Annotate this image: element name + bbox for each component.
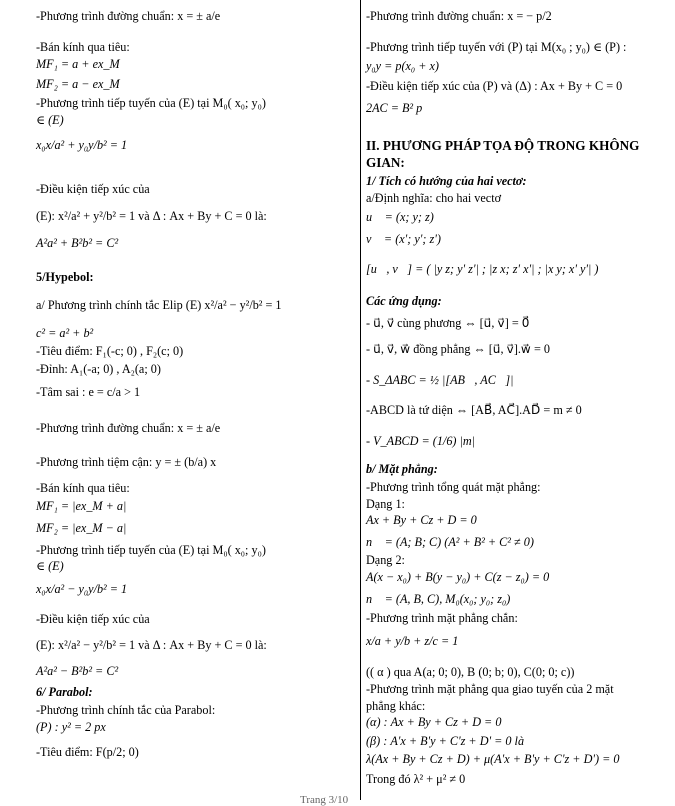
text-line: -Phương trình tiếp tuyến của (E) tại M₀( x₀; y₀): [36, 96, 266, 110]
formula: n⃗ = (A; B; C) (A² + B² + C² ≠ 0): [366, 535, 534, 549]
text-line: -Phương trình mặt phẳng qua giao tuyến của 2 mặt: [366, 682, 614, 696]
text-line: -Phương trình đường chuẩn: x = − p/2: [366, 9, 552, 23]
formula: (E): x²/a² + y²/b² = 1 và Δ : Ax + By + C = 0 là:: [36, 209, 267, 223]
formula: [u⃗, v⃗] = ( |y z; y' z'| ; |z x; z' x'| ; |x y; x' y'| ): [366, 262, 599, 276]
section-heading: II. PHƯƠNG PHÁP TỌA ĐỘ TRONG KHÔNG: [366, 138, 640, 153]
text-line: Dạng 1:: [366, 497, 405, 511]
subsection-heading: 1/ Tích có hướng của hai vectơ:: [366, 174, 527, 188]
formula: y₀y = p(x₀ + x): [366, 59, 439, 73]
section-heading: 6/ Parabol:: [36, 685, 93, 699]
formula: A²a² + B²b² = C²: [36, 236, 119, 250]
formula: n⃗ = (A, B, C), M₀(x₀; y₀; z₀): [366, 592, 511, 606]
column-divider: [360, 0, 361, 800]
formula: v⃗ = (x'; y'; z'): [366, 232, 441, 246]
formula: A(x − x₀) + B(y − y₀) + C(z − z₀) = 0: [366, 570, 550, 584]
text-line: -Tiêu điểm: F(p/2; 0): [36, 745, 139, 759]
text-line: -Đỉnh: A₁(-a; 0) , A₂(a; 0): [36, 362, 161, 376]
text-line: (( α ) qua A(a; 0; 0), B (0; b; 0), C(0; 0; c)): [366, 665, 575, 679]
formula: Ax + By + Cz + D = 0: [366, 513, 477, 527]
text-line: -Phương trình tiếp tuyến với (P) tại M(x₀ ; y₀) ∈ (P) :: [366, 40, 627, 54]
formula: (β) : A'x + B'y + C'z + D' = 0 là: [366, 734, 525, 748]
text-line: -Tâm sai : e = c/a > 1: [36, 385, 141, 399]
section-heading: 5/Hypebol:: [36, 270, 94, 284]
text-line: -Phương trình đường chuẩn: x = ± a/e: [36, 421, 221, 435]
text-line: -Tiêu điểm: F₁(-c; 0) , F₂(c; 0): [36, 344, 184, 358]
formula: x₀x/a² − y₀y/b² = 1: [36, 582, 128, 596]
text-line: -Phương trình đường chuẩn: x = ± a/e: [36, 9, 221, 23]
subsection-heading: b/ Mặt phẳng:: [366, 462, 438, 476]
formula: - V_ABCD = (1/6) |m|: [366, 434, 476, 448]
text-line: -Điều kiện tiếp xúc của: [36, 182, 150, 196]
text-line: a/ Phương trình chính tắc Elip (E) x²/a² − y²/b² = 1: [36, 298, 282, 312]
formula: - S_ΔABC = ½ |[AB⃗, AC⃗]|: [366, 373, 514, 387]
text-line: -Bán kính qua tiêu:: [36, 40, 130, 54]
text-line: -ABCD là tứ diện ⇔ [AB⃗, AC⃗].AD⃗ = m ≠ 0: [366, 403, 582, 417]
formula: 2AC = B² p: [366, 101, 423, 115]
subsection-heading: Các ứng dụng:: [366, 294, 442, 308]
section-heading: GIAN:: [366, 155, 405, 170]
formula: ∈ (E): [36, 113, 64, 127]
formula: MF₁ = |ex_M + a|: [36, 499, 127, 513]
text-line: -Phương trình chính tắc của Parabol:: [36, 703, 216, 717]
formula: (E): x²/a² − y²/b² = 1 và Δ : Ax + By + C = 0 là:: [36, 638, 267, 652]
formula: u⃗ = (x; y; z): [366, 210, 434, 224]
text-line: - u⃗, v⃗ cùng phương ⇔ [u⃗, v⃗] = 0⃗: [366, 316, 530, 330]
formula: (α) : Ax + By + Cz + D = 0: [366, 715, 502, 729]
text-line: -Điều kiện tiếp xúc của (P) và (Δ) : Ax + By + C = 0: [366, 79, 623, 93]
text-line: Trong đó λ² + μ² ≠ 0: [366, 772, 466, 786]
formula: (P) : y² = 2 px: [36, 720, 106, 734]
formula: c² = a² + b²: [36, 326, 94, 340]
formula: MF₂ = a − ex_M: [36, 77, 120, 91]
formula: x₀x/a² + y₀y/b² = 1: [36, 138, 128, 152]
text-line: - u⃗, v⃗, w⃗ đồng phẳng ⇔ [u⃗, v⃗].w⃗ = 0: [366, 342, 550, 356]
text-line: Dạng 2:: [366, 553, 405, 567]
text-line: -Bán kính qua tiêu:: [36, 481, 130, 495]
text-line: -Phương trình tổng quát mặt phẳng:: [366, 480, 541, 494]
formula: MF₂ = |ex_M − a|: [36, 521, 127, 535]
text-line: -Điều kiện tiếp xúc của: [36, 612, 150, 626]
text-line: phẳng khác:: [366, 699, 426, 713]
formula: x/a + y/b + z/c = 1: [366, 634, 459, 648]
text-line: a/Định nghĩa: cho hai vectơ: [366, 191, 502, 205]
text-line: -Phương trình tiệm cận: y = ± (b/a) x: [36, 455, 217, 469]
formula: ∈ (E): [36, 559, 64, 573]
formula: λ(Ax + By + Cz + D) + μ(A'x + B'y + C'z + D') = 0: [366, 752, 620, 766]
formula: A²a² − B²b² = C²: [36, 664, 119, 678]
page-footer: Trang 3/10: [300, 794, 349, 806]
text-line: -Phương trình tiếp tuyến của (E) tại M₀( x₀; y₀): [36, 543, 266, 557]
formula: MF₁ = a + ex_M: [36, 57, 120, 71]
text-line: -Phương trình mặt phẳng chắn:: [366, 611, 518, 625]
